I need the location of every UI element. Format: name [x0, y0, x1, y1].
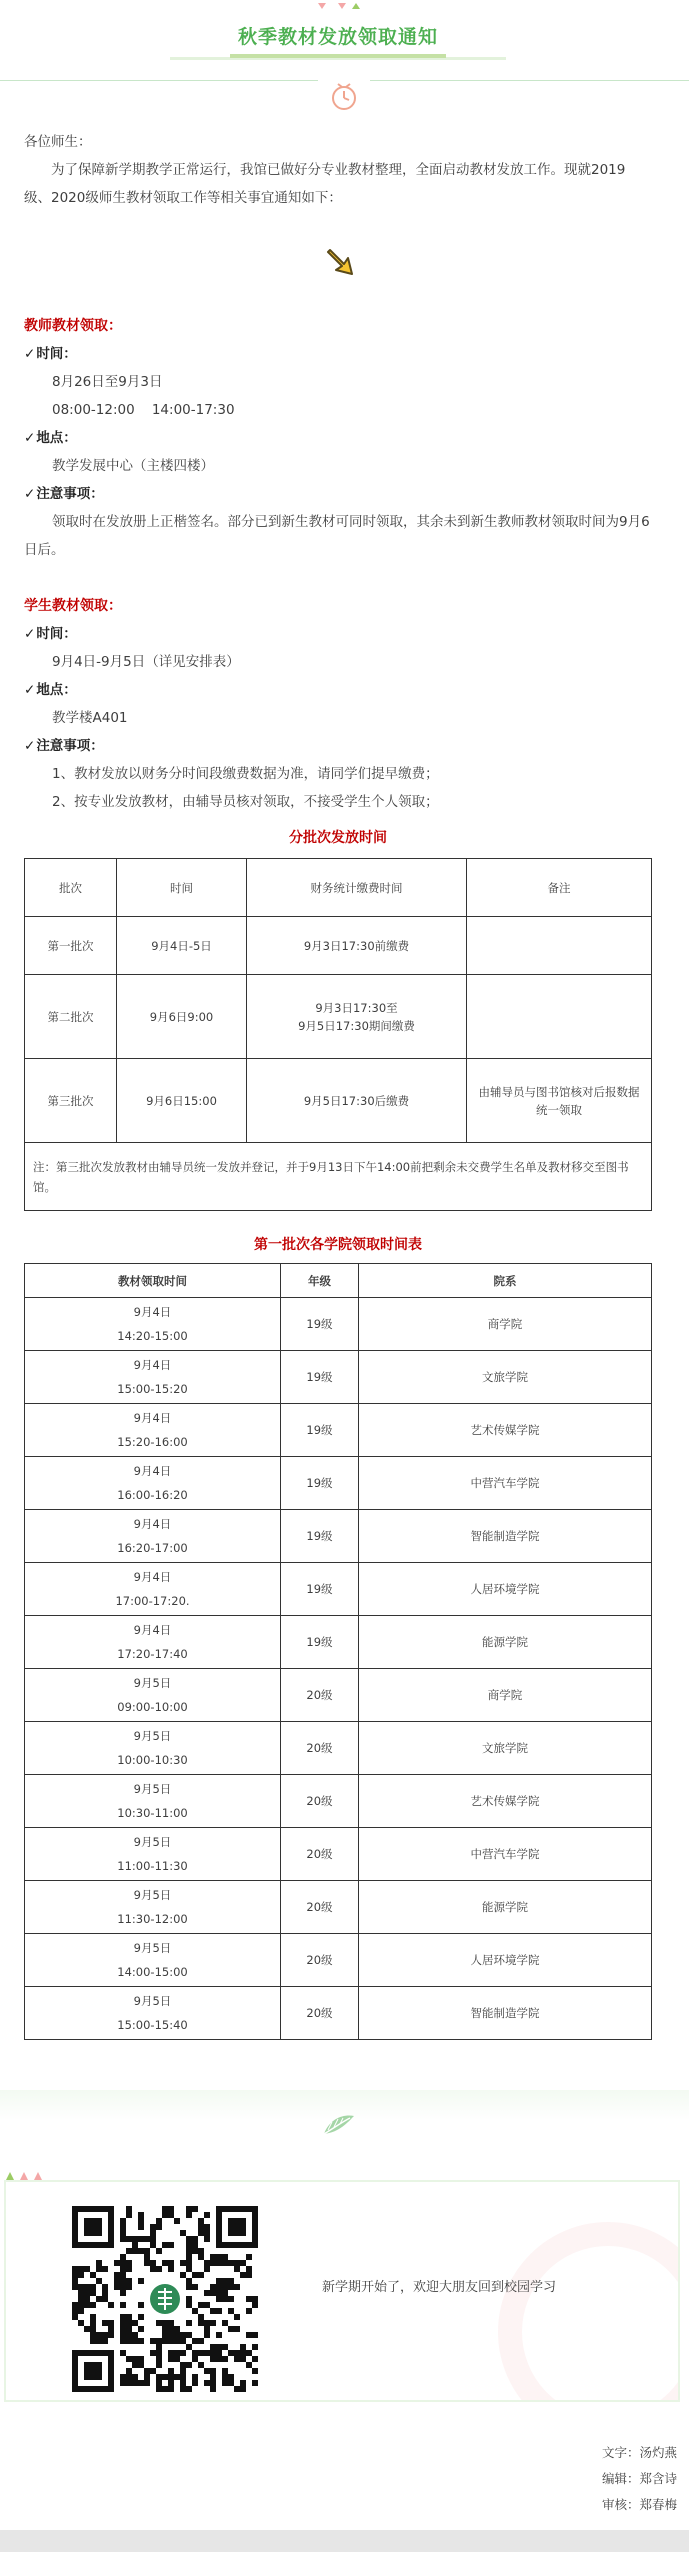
department-cell: 智能制造学院 [359, 1510, 652, 1563]
pay-cell: 9月5日17:30后缴费 [247, 1059, 467, 1143]
page-title: 秋季教材发放领取通知 [237, 26, 438, 48]
arrow-spacer [24, 212, 652, 312]
pickup-date: 9月5日 [133, 1888, 172, 1902]
pickup-time: 10:30-11:00 [117, 1806, 188, 1820]
grade-cell: 20级 [281, 1669, 359, 1722]
pickup-date: 9月5日 [133, 1835, 172, 1849]
pickup-time: 11:00-11:30 [117, 1859, 188, 1873]
batch-cell: 第三批次 [25, 1059, 117, 1143]
table-note-row [25, 1143, 652, 1211]
pickup-date: 9月4日 [133, 1570, 172, 1584]
student-time-label [24, 620, 652, 648]
pickup-date: 9月4日 [133, 1411, 172, 1425]
title-underline [170, 54, 506, 62]
clock-icon [318, 76, 370, 116]
grade-cell: 19级 [281, 1616, 359, 1669]
grade-cell: 20级 [281, 1934, 359, 1987]
department-cell: 智能制造学院 [359, 1987, 652, 2040]
pickup-time: 14:00-15:00 [117, 1965, 188, 1979]
pickup-time: 15:00-15:40 [117, 2018, 188, 2032]
table-row [25, 1059, 652, 1143]
credits [602, 2440, 677, 2518]
pickup-date: 9月5日 [133, 1676, 172, 1690]
grade-cell: 19级 [281, 1298, 359, 1351]
table-row [25, 1722, 652, 1775]
student-place-label-text: 地点： [36, 682, 77, 698]
pickup-time-cell [25, 1775, 281, 1828]
time-cell: 9月6日9:00 [117, 975, 247, 1059]
pickup-time: 15:00-15:20 [117, 1382, 188, 1396]
notice-content [24, 128, 652, 2040]
pickup-date: 9月5日 [133, 1941, 172, 1955]
department-cell: 中营汽车学院 [359, 1828, 652, 1881]
time-cell: 9月6日15:00 [117, 1059, 247, 1143]
table-row [25, 1298, 652, 1351]
pickup-time: 10:00-10:30 [117, 1753, 188, 1767]
teacher-notes: 领取时在发放册上正楷签名。部分已到新生教材可同时领取，其余未到新生教师教材领取时间为9月6日后。 [24, 514, 650, 558]
remark-cell [467, 917, 652, 975]
department-cell: 能源学院 [359, 1881, 652, 1934]
table-row [25, 975, 652, 1059]
student-note-1: 1、教材发放以财务分时间段缴费数据为准，请同学们提早缴费； [52, 766, 439, 782]
grade-cell: 20级 [281, 1987, 359, 2040]
student-note-2: 2、按专业发放教材，由辅导员核对领取，不接受学生个人领取； [52, 794, 439, 810]
greeting: 各位师生： [24, 134, 92, 150]
department-cell: 人居环境学院 [359, 1934, 652, 1987]
grade-cell: 19级 [281, 1457, 359, 1510]
grade-cell: 19级 [281, 1510, 359, 1563]
department-cell: 文旅学院 [359, 1351, 652, 1404]
college-table-body [25, 1298, 652, 2040]
pay-cell: 9月3日17:30至 9月5日17:30期间缴费 [247, 975, 467, 1059]
remark-cell [467, 975, 652, 1059]
pickup-date: 9月4日 [133, 1305, 172, 1319]
batch-cell: 第一批次 [25, 917, 117, 975]
pickup-date: 9月4日 [133, 1517, 172, 1531]
bottom-bar [0, 2530, 689, 2552]
qr-card [4, 2180, 680, 2402]
pickup-time-cell [25, 1881, 281, 1934]
pickup-date: 9月4日 [133, 1623, 172, 1637]
department-cell: 艺术传媒学院 [359, 1404, 652, 1457]
table-row [25, 1669, 652, 1722]
teacher-place: 教学发展中心（主楼四楼） [52, 458, 214, 474]
department-cell: 人居环境学院 [359, 1563, 652, 1616]
grade-cell: 19级 [281, 1563, 359, 1616]
footer [0, 2080, 689, 2552]
table-header-cell: 批次 [25, 859, 117, 917]
qr-code-image[interactable] [72, 2206, 258, 2392]
table-header-cell: 院系 [359, 1264, 652, 1298]
pickup-time: 09:00-10:00 [117, 1700, 188, 1714]
department-cell: 商学院 [359, 1298, 652, 1351]
pickup-time: 14:20-15:00 [117, 1329, 188, 1343]
student-notes-label [24, 732, 652, 760]
pickup-date: 9月4日 [133, 1358, 172, 1372]
grade-cell: 20级 [281, 1722, 359, 1775]
pointing-arrow-icon [324, 244, 360, 280]
table-row [25, 1457, 652, 1510]
check-icon: ✓ [24, 738, 36, 754]
table-row [25, 917, 652, 975]
grade-cell: 20级 [281, 1775, 359, 1828]
teacher-notes-label [24, 480, 652, 508]
credit-editor: 编辑：郑含诗 [601, 2471, 677, 2486]
pickup-time-cell [25, 1404, 281, 1457]
department-cell: 能源学院 [359, 1616, 652, 1669]
intro-paragraph: 为了保障新学期教学正常运行，我馆已做好分专业教材整理，全面启动教材发放工作。现就2019级、2020级师生教材领取工作等相关事宜通知如下： [24, 162, 626, 206]
check-icon: ✓ [24, 430, 36, 446]
table-row [25, 1404, 652, 1457]
pickup-date: 9月5日 [133, 1994, 172, 2008]
department-cell: 商学院 [359, 1669, 652, 1722]
table-header-cell: 教材领取时间 [25, 1264, 281, 1298]
student-place: 教学楼A401 [52, 710, 128, 726]
card-background-circle [498, 2222, 680, 2402]
title-banner [170, 12, 506, 62]
student-section-title: 学生教材领取： [24, 598, 122, 614]
college-table-title: 第一批次各学院领取时间表 [254, 1237, 422, 1253]
credit-reviewer: 审核：郑春梅 [601, 2497, 677, 2512]
pickup-time-cell [25, 1351, 281, 1404]
pickup-time-cell [25, 1298, 281, 1351]
student-place-label [24, 676, 652, 704]
pickup-time: 17:00-17:20. [115, 1594, 190, 1608]
table-row [25, 1934, 652, 1987]
pickup-time-cell [25, 1987, 281, 2040]
leaf-icon [318, 2108, 358, 2142]
batch-cell: 第二批次 [25, 975, 117, 1059]
pickup-time: 15:20-16:00 [117, 1435, 188, 1449]
pickup-time-cell [25, 1563, 281, 1616]
batch-table [24, 858, 652, 1211]
table-row [25, 1351, 652, 1404]
grade-cell: 19级 [281, 1404, 359, 1457]
credit-writer: 文字：汤灼燕 [601, 2445, 677, 2460]
table-row [25, 1828, 652, 1881]
table-row [25, 1616, 652, 1669]
department-cell: 艺术传媒学院 [359, 1775, 652, 1828]
student-time-label-text: 时间： [36, 626, 77, 642]
pickup-time-cell [25, 1934, 281, 1987]
qr-caption: 新学期开始了，欢迎大朋友回到校园学习 [322, 2280, 557, 2295]
student-time: 9月4日-9月5日（详见安排表） [52, 654, 240, 670]
table-header-cell: 财务统计缴费时间 [247, 859, 467, 917]
pickup-time: 17:20-17:40 [117, 1647, 188, 1661]
teacher-time-label [24, 340, 652, 368]
table-row [25, 1987, 652, 2040]
teacher-section-title: 教师教材领取： [24, 318, 122, 334]
table-header-cell: 年级 [281, 1264, 359, 1298]
teacher-time-label-text: 时间： [36, 346, 77, 362]
check-icon: ✓ [24, 486, 36, 502]
pickup-date: 9月5日 [133, 1782, 172, 1796]
table-row [25, 1510, 652, 1563]
pickup-time-cell [25, 1457, 281, 1510]
check-icon: ✓ [24, 346, 36, 362]
college-table [24, 1263, 652, 2040]
table-row [25, 1775, 652, 1828]
batch-table-note: 注：第三批次发放教材由辅导员统一发放并登记，并于9月13日下午14:00前把剩余未交费学生名单及教材移交至图书馆。 [25, 1143, 652, 1211]
grade-cell: 20级 [281, 1881, 359, 1934]
student-notes-label-text: 注意事项： [36, 738, 104, 754]
table-header-row [25, 1264, 652, 1298]
teacher-notes-label-text: 注意事项： [36, 486, 104, 502]
check-icon: ✓ [24, 682, 36, 698]
pickup-time-cell [25, 1510, 281, 1563]
teacher-place-label [24, 424, 652, 452]
table-row [25, 1881, 652, 1934]
pickup-time-cell [25, 1828, 281, 1881]
grade-cell: 20级 [281, 1828, 359, 1881]
footer-triangle-decoration [6, 2170, 66, 2180]
table-header-cell: 备注 [467, 859, 652, 917]
table-header-row [25, 859, 652, 917]
department-cell: 文旅学院 [359, 1722, 652, 1775]
check-icon: ✓ [24, 626, 36, 642]
pickup-time-cell [25, 1669, 281, 1722]
batch-table-title: 分批次发放时间 [289, 830, 387, 846]
teacher-time-hours: 08:00-12:00 14:00-17:30 [52, 402, 235, 418]
department-cell: 中营汽车学院 [359, 1457, 652, 1510]
teacher-time-dates: 8月26日至9月3日 [52, 374, 163, 390]
pickup-time: 11:30-12:00 [117, 1912, 188, 1926]
time-cell: 9月4日-5日 [117, 917, 247, 975]
table-header-cell: 时间 [117, 859, 247, 917]
teacher-place-label-text: 地点： [36, 430, 77, 446]
pickup-date: 9月5日 [133, 1729, 172, 1743]
pickup-date: 9月4日 [133, 1464, 172, 1478]
grade-cell: 19级 [281, 1351, 359, 1404]
remark-cell: 由辅导员与图书馆核对后报数据统一领取 [467, 1059, 652, 1143]
pickup-time-cell [25, 1616, 281, 1669]
table-row [25, 1563, 652, 1616]
pickup-time: 16:20-17:00 [117, 1541, 188, 1555]
pickup-time: 16:00-16:20 [117, 1488, 188, 1502]
pay-cell: 9月3日17:30前缴费 [247, 917, 467, 975]
pickup-time-cell [25, 1722, 281, 1775]
